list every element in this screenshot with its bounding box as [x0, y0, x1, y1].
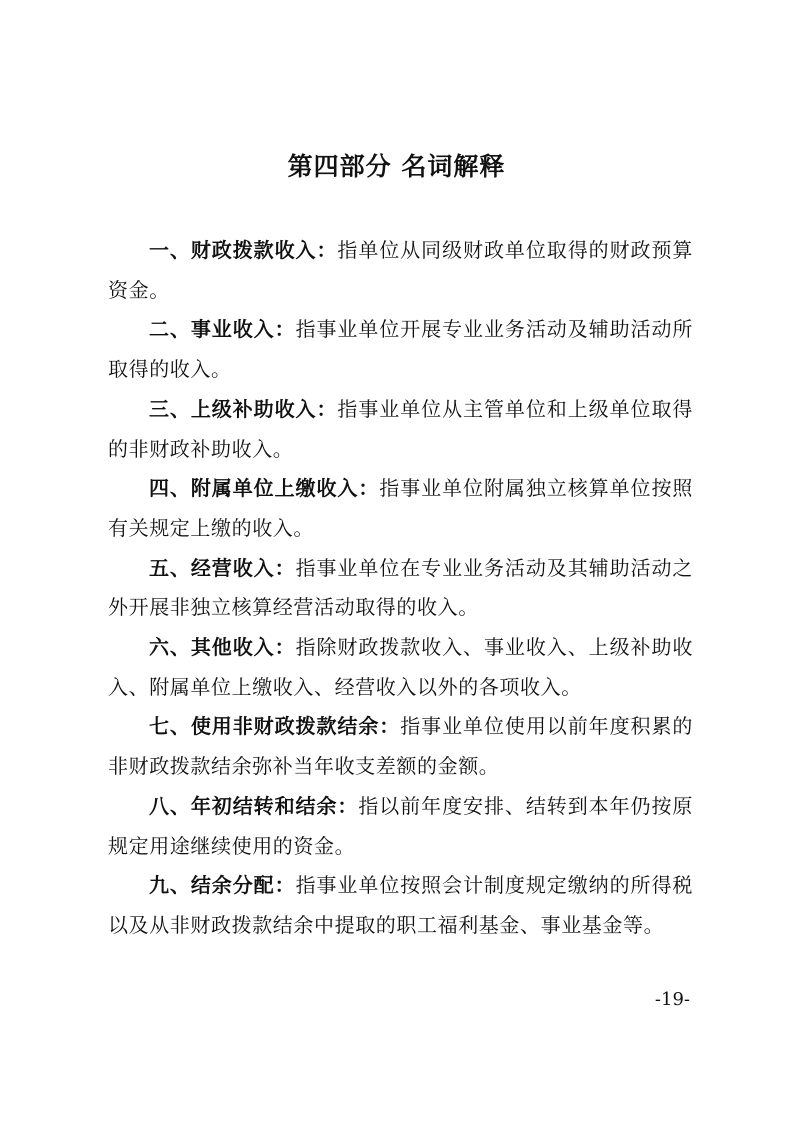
definition-term: 七、使用非财政拨款结余： [149, 714, 401, 739]
definition-text: 指事业单位在专业业务活动及其辅助活动之外开展非独立核算经营活动取得的收入。 [108, 555, 694, 620]
definition-term: 九、结余分配： [149, 873, 296, 898]
definition-text: 指单位从同级财政单位取得的财政预算资金。 [108, 238, 693, 302]
definition-item [108, 787, 693, 866]
definition-text: 指事业单位开展专业业务活动及辅助活动所取得的收入。 [108, 317, 694, 382]
definition-item [108, 628, 693, 707]
definition-term: 五、经营收入： [149, 555, 296, 580]
definition-text: 指除财政拨款收入、事业收入、上级补助收入、附属单位上缴收入、经营收入以外的各项收入。 [108, 635, 694, 699]
definition-item [108, 310, 693, 389]
definition-term: 四、附属单位上缴收入： [149, 476, 380, 501]
definition-term: 一、财政拨款收入： [149, 238, 338, 262]
definition-item [108, 707, 693, 786]
definition-text: 指事业单位按照会计制度规定缴纳的所得税以及从非财政拨款结余中提取的职工福利基金、事业基金等。 [108, 873, 694, 937]
definition-text: 指事业单位从主管单位和上级单位取得的非财政补助收入。 [108, 396, 693, 461]
definition-text: 指事业单位附属独立核算单位按照有关规定上缴的收入。 [108, 476, 693, 540]
definition-term: 六、其他收入： [149, 635, 296, 660]
definition-text: 指以前年度安排、结转到本年仍按原规定用途继续使用的资金。 [108, 793, 693, 858]
definition-term: 二、事业收入： [149, 317, 296, 342]
definition-term: 三、上级补助收入： [149, 396, 338, 421]
definition-item [108, 549, 693, 628]
definition-item [108, 469, 693, 548]
definition-item [108, 231, 693, 310]
page-number: -19- [654, 989, 690, 1010]
definitions-list [108, 231, 693, 946]
definition-item [108, 866, 693, 945]
definition-text: 指事业单位使用以前年度积累的非财政拨款结余弥补当年收支差额的金额。 [108, 714, 693, 779]
page-title: 第四部分 名词解释 [287, 152, 506, 181]
definition-item [108, 390, 693, 469]
definition-term: 八、年初结转和结余： [149, 793, 359, 818]
